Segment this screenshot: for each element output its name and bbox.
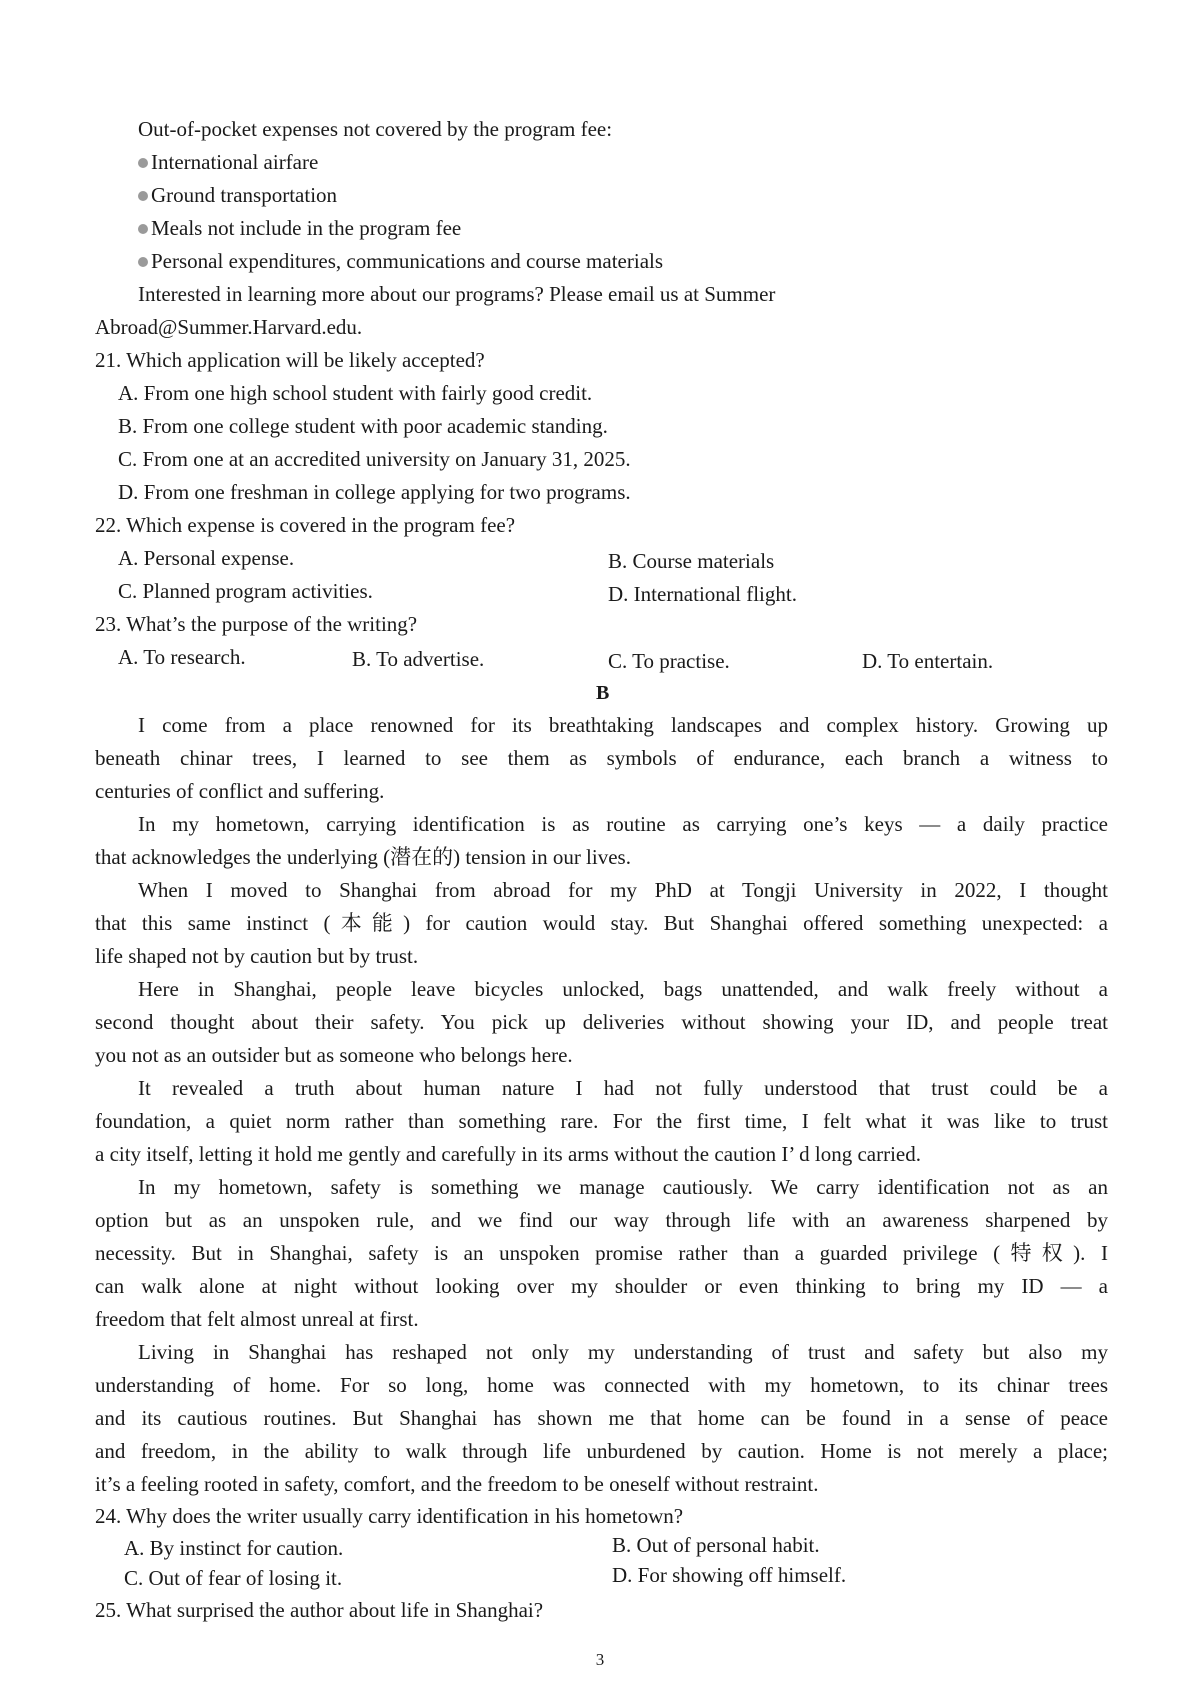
question-24-option-b: B. Out of personal habit. [612,1533,820,1557]
question-23-option-c: C. To practise. [608,649,730,673]
passage-line: beneath chinar trees, I learned to see them as symbols of endurance, each branch a witness to [95,746,1108,770]
passage-line: freedom that felt almost unreal at first. [95,1307,419,1331]
question-23-option-d: D. To entertain. [862,649,994,673]
question-23-option-b: B. To advertise. [352,647,485,671]
question-21-option-a: A. From one high school student with fairly good credit. [118,381,593,405]
expense-item: International airfare [138,149,318,175]
question-24-option-c: C. Out of fear of losing it. [124,1566,343,1590]
question-21-option-c: C. From one at an accredited university on January 31, 2025. [118,447,631,471]
passage-line: In my hometown, safety is something we manage cautiously. We carry identification not as an [138,1175,1108,1199]
question-23-option-a: A. To research. [118,645,246,669]
passage-line: It revealed a truth about human nature I had not fully understood that trust could be a [138,1076,1108,1100]
question-24-option-d: D. For showing off himself. [612,1563,847,1587]
question-23-stem: 23. What’s the purpose of the writing? [95,612,418,636]
passage-line: centuries of conflict and suffering. [95,779,385,803]
question-22-option-d: D. International flight. [608,582,797,606]
contact-line: Interested in learning more about our programs? Please email us at Summer [138,282,776,306]
passage-line: can walk alone at night without looking over my shoulder or even thinking to bring my ID — a [95,1274,1108,1298]
bullet-icon [138,224,148,234]
question-22-stem: 22. Which expense is covered in the program fee? [95,513,516,537]
passage-line: I come from a place renowned for its breathtaking landscapes and complex history. Growing up [138,713,1108,737]
passage-line: option but as an unspoken rule, and we find our way through life with an awareness sharpened by [95,1208,1108,1232]
section-b-label: B [596,682,610,704]
question-22-option-a: A. Personal expense. [118,546,295,570]
passage-line: foundation, a quiet norm rather than something rare. For the first time, I felt what it was like to trust [95,1109,1108,1133]
question-25-stem: 25. What surprised the author about life in Shanghai? [95,1598,544,1622]
expense-item: Personal expenditures, communications and course materials [138,248,663,274]
question-24-stem: 24. Why does the writer usually carry identification in his hometown? [95,1504,684,1528]
bullet-icon [138,158,148,168]
passage-line: understanding of home. For so long, home was connected with my hometown, to its chinar trees [95,1373,1108,1397]
expense-item: Meals not include in the program fee [138,215,461,241]
contact-email: Abroad@Summer.Harvard.edu. [95,315,363,339]
passage-line: Living in Shanghai has reshaped not only my understanding of trust and safety but also my [138,1340,1108,1364]
passage-line: necessity. But in Shanghai, safety is an unspoken promise rather than a guarded privilege (特权). I [95,1241,1108,1265]
expenses-intro: Out-of-pocket expenses not covered by the program fee: [138,117,613,141]
passage-line: you not as an outsider but as someone who belongs here. [95,1043,573,1067]
expense-item: Ground transportation [138,182,337,208]
question-21-stem: 21. Which application will be likely accepted? [95,348,485,372]
page-number: 3 [595,1650,605,1669]
passage-line: it’s a feeling rooted in safety, comfort, and the freedom to be oneself without restraint. [95,1472,819,1496]
question-24-option-a: A. By instinct for caution. [124,1536,344,1560]
passage-line: that acknowledges the underlying (潜在的) tension in our lives. [95,845,631,869]
passage-line: second thought about their safety. You pick up deliveries without showing your ID, and people treat [95,1010,1108,1034]
passage-line: and freedom, in the ability to walk through life unburdened by caution. Home is not merely a place; [95,1439,1108,1463]
passage-line: When I moved to Shanghai from abroad for my PhD at Tongji University in 2022, I thought [138,878,1108,902]
passage-line: life shaped not by caution but by trust. [95,944,419,968]
bullet-icon [138,257,148,267]
passage-line: a city itself, letting it hold me gently and carefully in its arms without the caution I’ d long carried. [95,1142,921,1166]
question-22-option-b: B. Course materials [608,549,775,573]
passage-line: Here in Shanghai, people leave bicycles unlocked, bags unattended, and walk freely without a [138,977,1108,1001]
bullet-icon [138,191,148,201]
question-21-option-b: B. From one college student with poor academic standing. [118,414,608,438]
question-21-option-d: D. From one freshman in college applying for two programs. [118,480,631,504]
passage-line: In my hometown, carrying identification is as routine as carrying one’s keys — a daily practice [138,812,1108,836]
passage-line: that this same instinct (本能) for caution would stay. But Shanghai offered something unexpected: a [95,911,1108,935]
passage-line: and its cautious routines. But Shanghai has shown me that home can be found in a sense of peace [95,1406,1108,1430]
question-22-option-c: C. Planned program activities. [118,579,373,603]
